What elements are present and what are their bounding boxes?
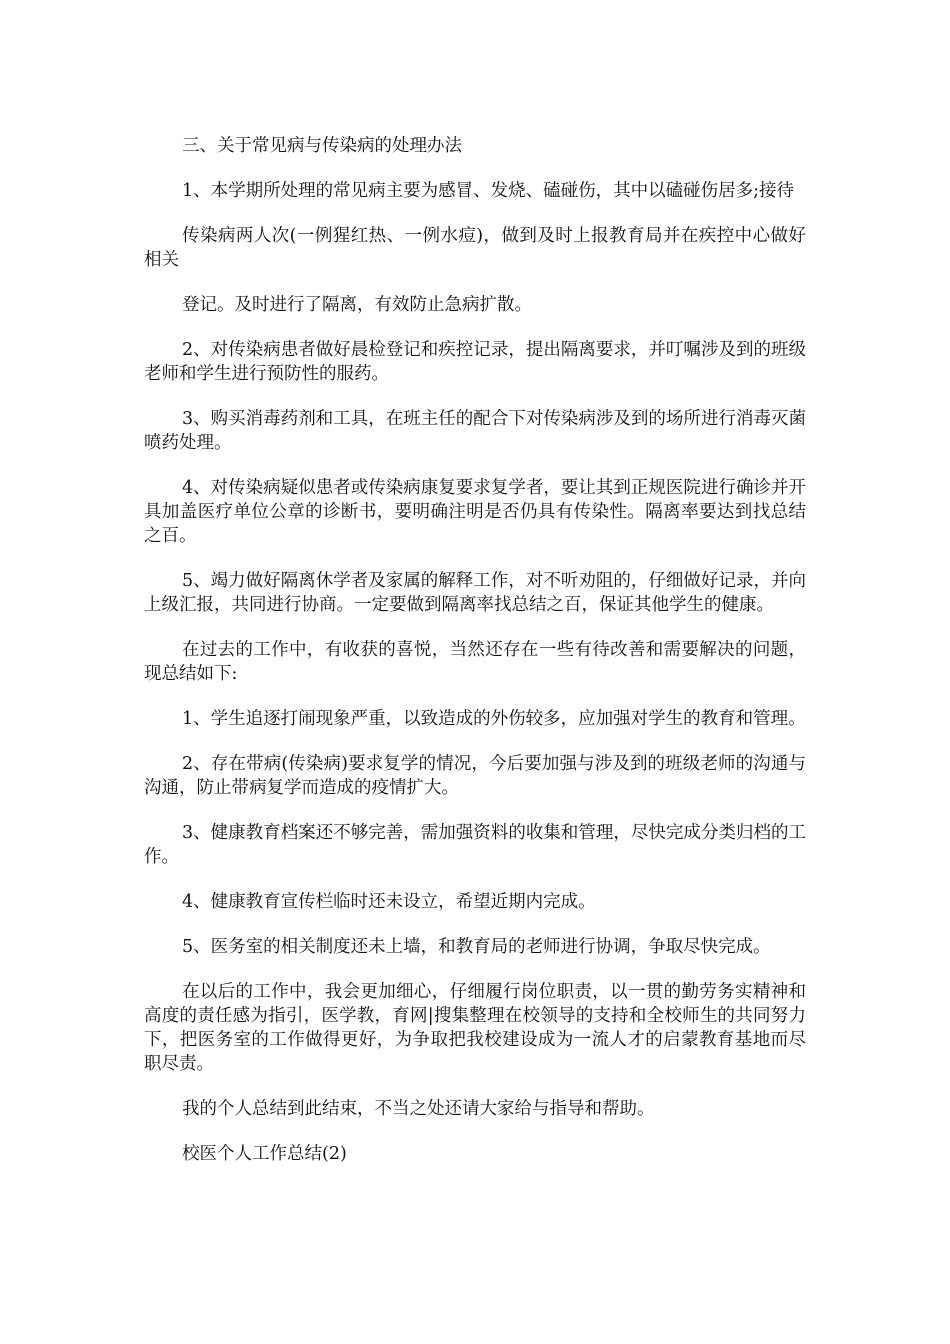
section-heading-disease-handling: 三、关于常见病与传染病的处理办法 <box>182 136 462 156</box>
paragraph-infectious-cases: 传染病两人次(一例猩红热、一例水痘)，做到及时上报教育局并在疾控中心做好相关 <box>144 226 806 270</box>
paragraph-issue-5: 5、医务室的相关制度还未上墙，和教育局的老师进行协调，争取尽快完成。 <box>182 937 771 957</box>
paragraph-item-5-explanation: 5、竭力做好隔离休学者及家属的解释工作，对不听劝阻的，仔细做好记录，并向上级汇报，共同进行协商。一定要做到隔离率找总结之百，保证其他学生的健康。 <box>144 571 806 615</box>
paragraph-item-4-return-to-school: 4、对传染病疑似患者或传染病康复要求复学者，要让其到正规医院进行确诊并开具加盖医疗单位公章的诊断书，要明确注明是否仍具有传染性。隔离率要达到找总结之百。 <box>144 478 806 546</box>
document-body <box>144 134 806 1187</box>
paragraph-summary-intro: 在过去的工作中，有收获的喜悦，当然还存在一些有待改善和需要解决的问题，现总结如下: <box>144 640 806 684</box>
paragraph-registration-isolation: 登记。及时进行了隔离，有效防止急病扩散。 <box>182 295 532 315</box>
paragraph-issue-1: 1、学生追逐打闹现象严重，以致造成的外伤较多，应加强对学生的教育和管理。 <box>182 709 806 729</box>
paragraph-issue-4: 4、健康教育宣传栏临时还未设立，希望近期内完成。 <box>182 892 596 912</box>
paragraph-item-2-checkup: 2、对传染病患者做好晨检登记和疾控记录，提出隔离要求，并叮嘱涉及到的班级老师和学生进行预防性的服药。 <box>144 340 806 384</box>
next-section-title: 校医个人工作总结(2) <box>182 1144 347 1164</box>
paragraph-issue-3: 3、健康教育档案还不够完善，需加强资料的收集和管理，尽快完成分类归档的工作。 <box>144 823 806 867</box>
paragraph-item-3-disinfection: 3、购买消毒药剂和工具，在班主任的配合下对传染病涉及到的场所进行消毒灭菌喷药处理。 <box>144 409 806 453</box>
paragraph-common-diseases: 1、本学期所处理的常见病主要为感冒、发烧、磕碰伤，其中以磕碰伤居多;接待 <box>182 181 795 201</box>
paragraph-closing: 我的个人总结到此结束，不当之处还请大家给与指导和帮助。 <box>182 1099 655 1119</box>
paragraph-issue-2: 2、存在带病(传染病)要求复学的情况，今后要加强与涉及到的班级老师的沟通与沟通，防止带病复学而造成的疫情扩大。 <box>144 754 806 798</box>
paragraph-future-work: 在以后的工作中，我会更加细心，仔细履行岗位职责，以一贯的勤劳务实精神和高度的责任感为指引，医学教，育网|搜集整理在校领导的支持和全校师生的共同努力下，把医务室的工作做得更好，为争取把我校建设成为一流人才的启蒙教育基地而尽职尽责。 <box>144 982 806 1074</box>
